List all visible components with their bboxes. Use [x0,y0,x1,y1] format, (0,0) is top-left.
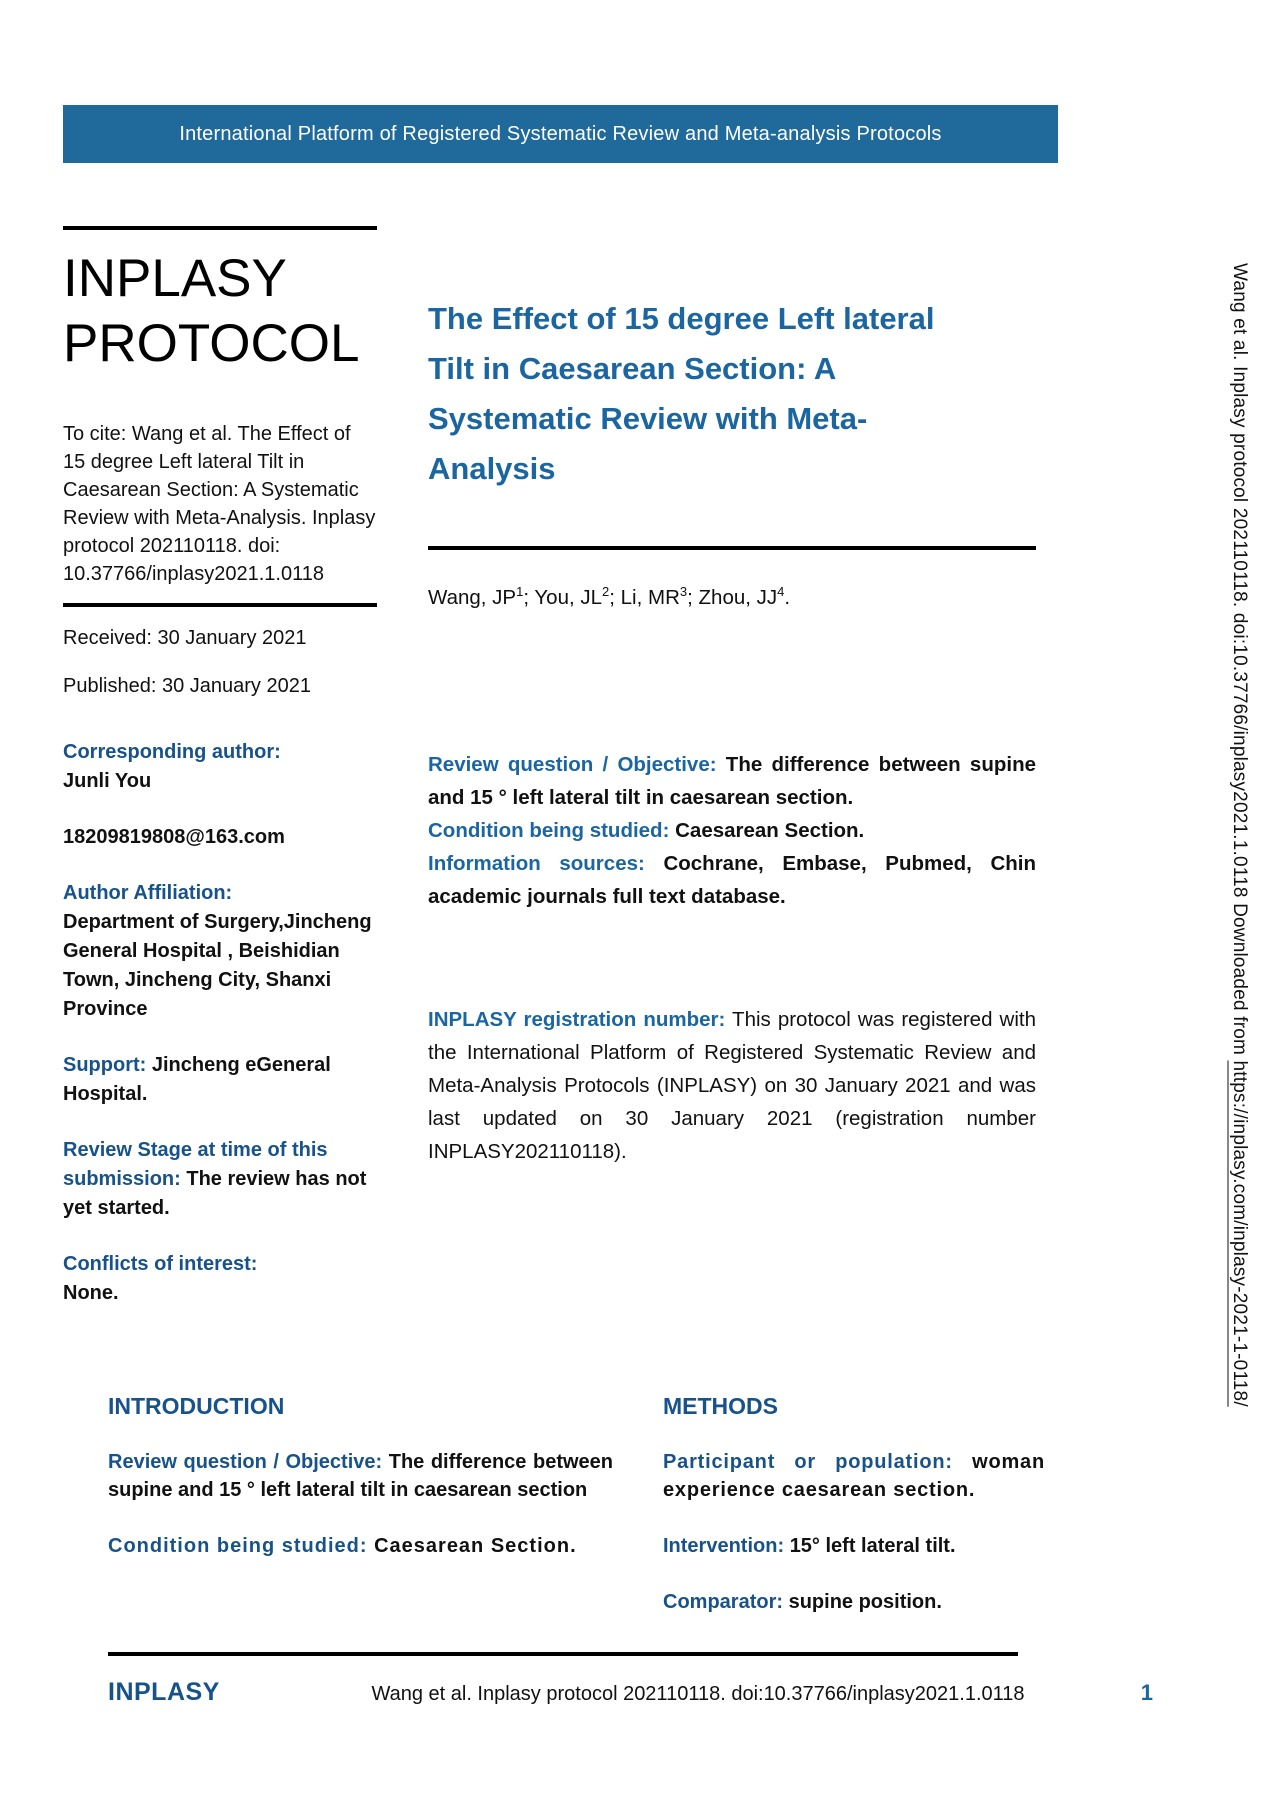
article-title [428,294,1036,494]
author-name: Wang, JP [428,585,517,609]
right-column [428,294,1036,1168]
top-divider [63,226,377,230]
introduction-column [108,1393,613,1560]
affiliation-section [63,879,377,1024]
review-stage-label: Review Stage at time of this submission: [63,1139,328,1190]
intervention-text: 15° left lateral tilt. [789,1535,956,1557]
comparator-item [663,1588,1045,1616]
article-title-line4: Analysis [428,451,556,486]
vertical-citation-note [1228,263,1250,1563]
introduction-heading: INTRODUCTION [108,1393,285,1419]
masthead [63,246,377,376]
corresponding-author-value: Junli You [63,770,152,792]
email-section [63,823,377,852]
page-number: 1 [1140,1680,1153,1705]
article-title-line1: The Effect of 15 degree Left lateral [428,301,935,336]
support-value: Jincheng eGeneral Hospital. [63,1054,331,1105]
intro-review-objective-text: The difference between supine and 15 ° left lateral tilt in caesarean section [108,1451,613,1501]
intro-condition-label: Condition being studied: [108,1535,368,1557]
article-title-line2: Tilt in Caesarean Section: A [428,351,837,386]
corresponding-author-label: Corresponding author: [63,741,281,763]
participant-item [663,1448,1045,1504]
condition-studied-item [428,814,1036,847]
review-objective-item [428,748,1036,814]
support-label: Support: [63,1054,147,1076]
comparator-label: Comparator: [663,1591,784,1613]
corresponding-author-section [63,738,377,796]
conflicts-label: Conflicts of interest: [63,1253,258,1275]
footer-citation: Wang et al. Inplasy protocol 202110118. doi:10.37766/inplasy2021.1.0118 [371,1683,1025,1705]
author-affiliation-number: 3 [679,584,688,599]
platform-banner [63,105,1058,163]
author-affiliation-number: 4 [777,584,785,599]
participant-label: Participant or population: [663,1451,953,1473]
author-separator: . [784,585,791,609]
author-name: Li, MR [620,585,680,609]
author-separator: ; [687,585,699,609]
intro-condition-text: Caesarean Section. [374,1535,577,1557]
footer-brand: INPLASY [108,1678,220,1706]
conflicts-value: None. [63,1282,119,1304]
information-sources-text: Cochrane, Embase, Pubmed, Chin academic journals full text database. [428,851,1037,908]
comparator-text: supine position. [788,1591,942,1613]
published-date: Published: 30 January 2021 [63,675,311,697]
summary-block [428,748,1036,913]
methods-heading: METHODS [663,1393,778,1419]
information-sources-label: Information sources: [428,851,645,875]
affiliation-value: Department of Surgery,Jincheng General Hospital , Beishidian Town, Jincheng City, Shanxi Province [63,911,372,1020]
condition-studied-label: Condition being studied: [428,818,670,842]
dates-divider [63,603,377,607]
author-name: You, JL [534,585,603,609]
vertical-citation-text: Wang et al. Inplasy protocol 202110118. doi:10.37766/inplasy2021.1.0118 Downloaded from [1229,263,1250,1061]
left-column [63,226,377,1308]
affiliation-label: Author Affiliation: [63,882,233,904]
author-affiliation-number: 2 [602,584,610,599]
condition-studied-text: Caesarean Section. [675,818,865,842]
platform-banner-text: International Platform of Registered Systematic Review and Meta-analysis Protocols [179,122,942,145]
author-separator: ; [609,585,621,609]
registration-label: INPLASY registration number: [428,1007,726,1031]
title-divider [428,546,1036,550]
received-date: Received: 30 January 2021 [63,627,307,649]
masthead-line2: PROTOCOL [63,314,360,373]
intervention-label: Intervention: [663,1535,785,1557]
registration-block [428,1003,1036,1168]
review-stage-value: The review has not yet started. [63,1168,367,1219]
intro-review-objective-label: Review question / Objective: [108,1451,383,1473]
intro-condition-item [108,1532,613,1560]
masthead-line1: INPLASY [63,249,287,308]
review-stage-section [63,1136,377,1223]
review-objective-text: The difference between supine and 15 ° left lateral tilt in caesarean section. [428,752,1036,809]
registration-text: This protocol was registered with the International Platform of Registered Systematic Review and Meta-Analysis Protocols (INPLASY) on 30 January 2021 and was last updated on 30 January 2021 (registration number INPLASY202110118). [428,1007,1036,1163]
intervention-item [663,1532,1045,1560]
author-affiliation-number: 1 [516,584,524,599]
conflicts-section [63,1250,377,1308]
inplasy-download-link[interactable]: https://inplasy.com/inplasy-2021-1-0118/ [1229,1060,1250,1407]
author-list [428,580,1036,610]
review-objective-label: Review question / Objective: [428,752,717,776]
email-value: 18209819808@163.com [63,826,285,848]
participant-text: woman experience caesarean section. [663,1451,1045,1501]
article-title-line3: Systematic Review with Meta- [428,401,868,436]
author-separator: ; [523,585,535,609]
methods-column [663,1393,1045,1616]
author-name: Zhou, JJ [698,585,778,609]
support-section [63,1051,377,1109]
information-sources-item [428,847,1036,913]
footer-divider [108,1652,1018,1656]
to-cite-block: To cite: Wang et al. The Effect of 15 degree Left lateral Tilt in Caesarean Section: A Systematic Review with Meta-Analysis. Inplasy protocol 202110118. doi: 10.37766/inplasy2021.1.0118 [63,423,376,585]
intro-review-objective-item [108,1448,613,1504]
footer [108,1678,1153,1707]
